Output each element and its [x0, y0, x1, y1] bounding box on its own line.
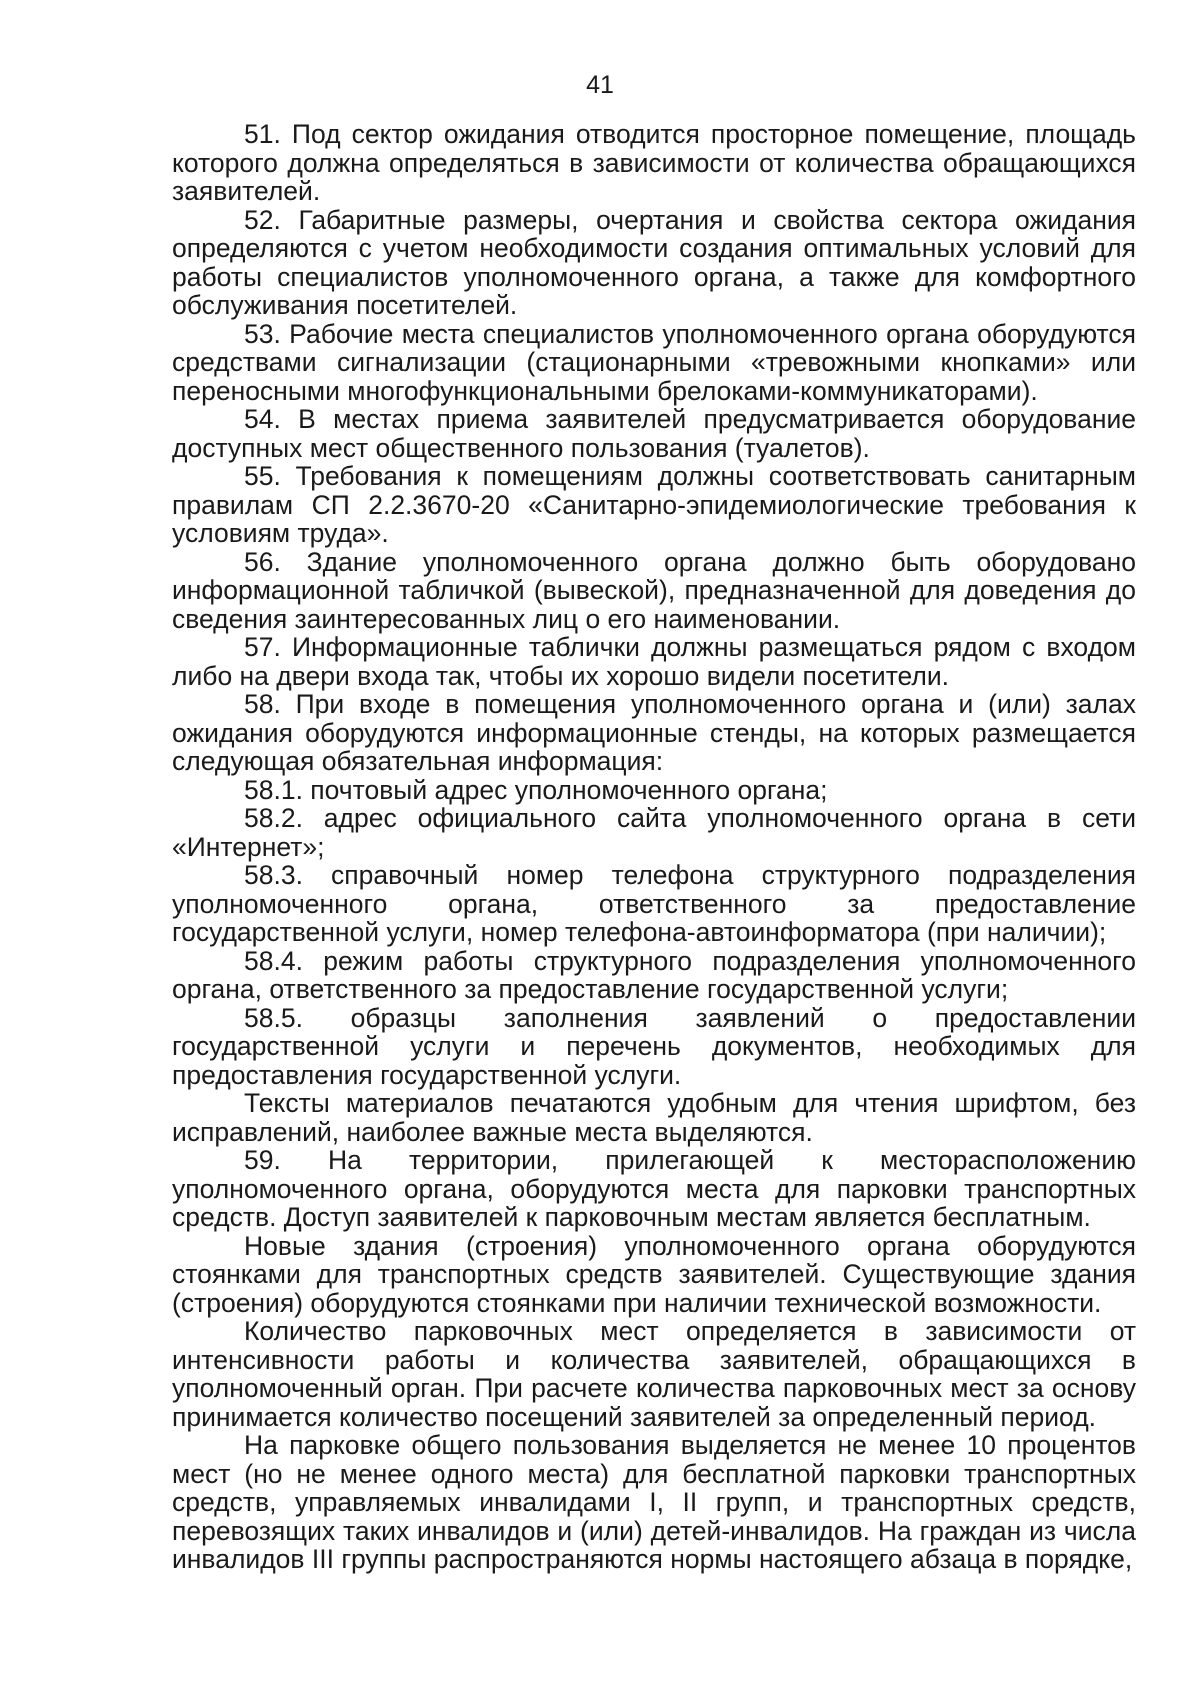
paragraph-58-3: 58.3. справочный номер телефона структурного подразделения уполномоченного органа, ответственного за предоставление государственной услуги, номер телефона-автоинформатора (при наличии); — [172, 860, 1136, 947]
paragraph-56: 56. Здание уполномоченного органа должно быть оборудовано информационной табличкой (вывеской), предназначенной для доведения до сведения заинтересованных лиц о его наименовании. — [172, 546, 1136, 634]
paragraph-58-2: 58.2. адрес официального сайта уполномоченного органа в сети «Интернет»; — [172, 803, 1136, 862]
page-number: 41 — [586, 71, 614, 99]
paragraph-52: 52. Габаритные размеры, очертания и свойства сектора ожидания определяются с учетом необходимости создания оптимальных условий для работы специалистов уполномоченного органа, а также для комфортного обслуживания посетителей. — [172, 204, 1136, 320]
paragraph-materials-text: Тексты материалов печатаются удобным для чтения шрифтом, без исправлений, наиболее важные места выделяются. — [172, 1088, 1136, 1147]
paragraph-51: 51. Под сектор ожидания отводится просторное помещение, площадь которого должна определяться в зависимости от количества обращающихся заявителей. — [172, 119, 1136, 206]
paragraph-new-buildings: Новые здания (строения) уполномоченного органа оборудуются стоянками для транспортных средств заявителей. Существующие здания (строения) оборудуются стоянками при наличии технической возможности. — [172, 1230, 1136, 1318]
paragraph-59: 59. На территории, прилегающей к месторасположению уполномоченного органа, оборудуются места для парковки транспортных средств. Доступ заявителей к парковочным местам является бесплатным. — [172, 1145, 1136, 1232]
paragraph-53: 53. Рабочие места специалистов уполномоченного органа оборудуются средствами сигнализации (стационарными «тревожными кнопками» или переносными многофункциональными брелоками-коммуникаторами). — [172, 318, 1136, 406]
paragraph-58-1: 58.1. почтовый адрес уполномоченного органа; — [244, 774, 828, 805]
paragraph-58-5: 58.5. образцы заполнения заявлений о предоставлении государственной услуги и перечень документов, необходимых для предоставления государственной услуги. — [172, 1002, 1136, 1090]
paragraph-54: 54. В местах приема заявителей предусматривается оборудование доступных мест общественного пользования (туалетов). — [172, 404, 1136, 463]
paragraph-disabled-parking: На парковке общего пользования выделяется не менее 10 процентов мест (но не менее одного места) для бесплатной парковки транспортных средств, управляемых инвалидами I, II групп, и транспортных средств, перевозящих таких инвалидов и (или) детей-инвалидов. На граждан из числа инвалидов III группы распространяются нормы настоящего абзаца в порядке, — [172, 1430, 1136, 1574]
paragraph-58-4: 58.4. режим работы структурного подразделения уполномоченного органа, ответственного за предоставление государственной услуги; — [172, 945, 1136, 1004]
document-body — [172, 120, 1136, 1574]
paragraph-57: 57. Информационные таблички должны размещаться рядом с входом либо на двери входа так, чтобы их хорошо видели посетители. — [172, 632, 1136, 691]
paragraph-58: 58. При входе в помещения уполномоченного органа и (или) залах ожидания оборудуются информационные стенды, на которых размещается следующая обязательная информация: — [172, 689, 1136, 776]
paragraph-55: 55. Требования к помещениям должны соответствовать санитарным правилам СП 2.2.3670-20 «Санитарно-эпидемиологические требования к условиям труда». — [172, 461, 1136, 548]
paragraph-parking-count: Количество парковочных мест определяется в зависимости от интенсивности работы и количества заявителей, обращающихся в уполномоченный орган. При расчете количества парковочных мест за основу принимается количество посещений заявителей за определенный период. — [172, 1316, 1136, 1432]
